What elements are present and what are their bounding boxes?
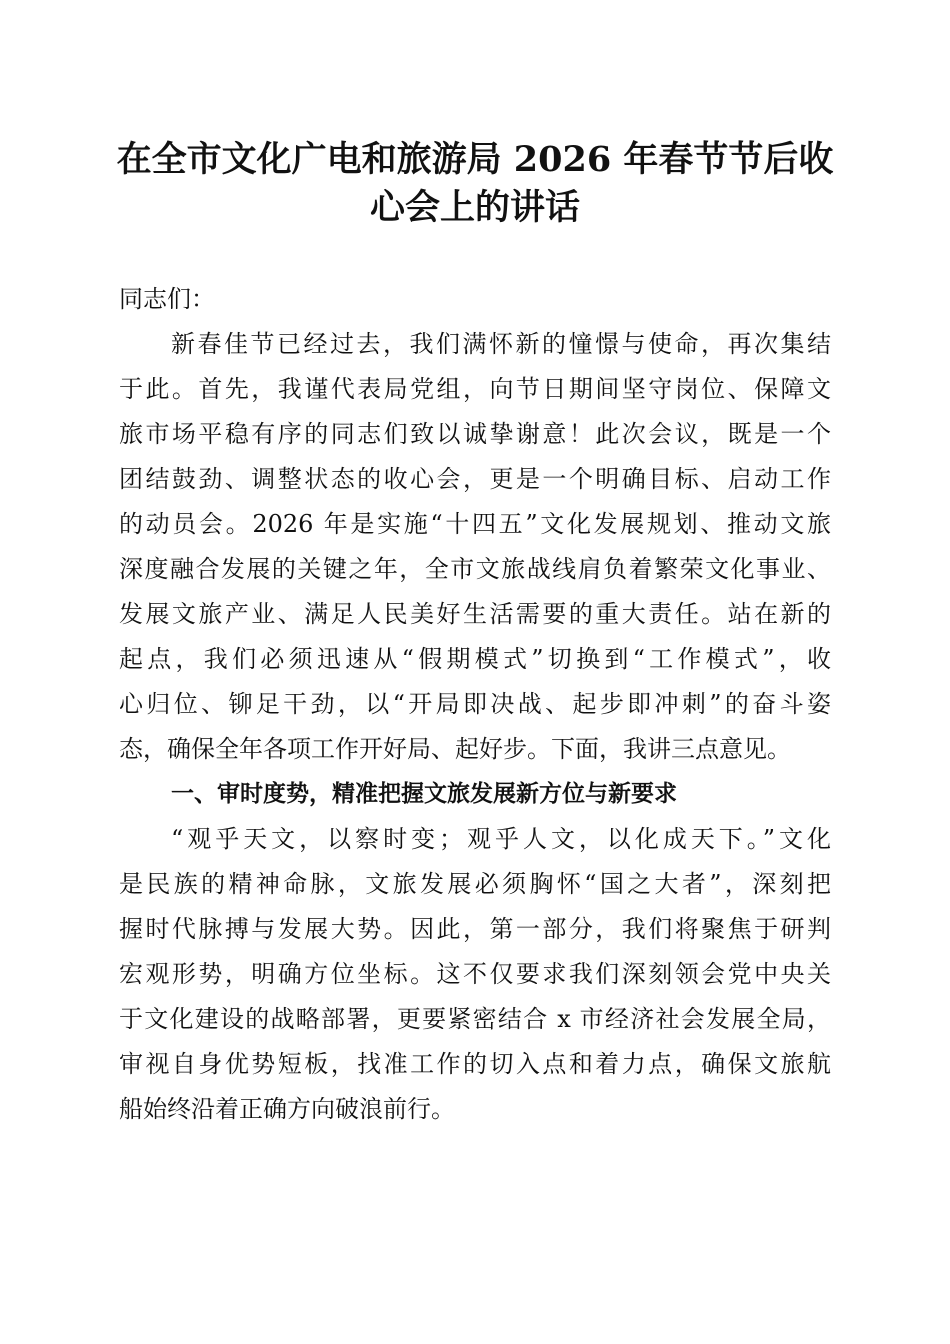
paragraph-line: 宏观形势，明确方位坐标。这不仅要求我们深刻领会党中央关 — [119, 960, 831, 988]
title-line: 在全市文化广电和旅游局 2026 年春节节后收 — [116, 139, 834, 180]
section-heading: 一、审时度势，精准把握文旅发展新方位与新要求 — [171, 781, 677, 807]
paragraph-line: 于文化建设的战略部署，更要紧密结合 x 市经济社会发展全局， — [119, 1005, 831, 1033]
paragraph-line: 的动员会。2026 年是实施“十四五”文化发展规划、推动文旅 — [119, 510, 831, 538]
paragraph-line: 船始终沿着正确方向破浪前行。 — [119, 1095, 455, 1123]
paragraph-line: 团结鼓劲、调整状态的收心会，更是一个明确目标、启动工作 — [119, 465, 831, 493]
paragraph-line: 新春佳节已经过去，我们满怀新的憧憬与使命，再次集结 — [171, 330, 831, 358]
paragraph-line: 心归位、铆足干劲，以“开局即决战、起步即冲刺”的奋斗姿 — [119, 690, 831, 718]
title-line: 心会上的讲话 — [369, 187, 580, 228]
paragraph-line: 态，确保全年各项工作开好局、起好步。下面，我讲三点意见。 — [119, 735, 791, 763]
salutation: 同志们： — [119, 285, 215, 313]
paragraph-line: 握时代脉搏与发展大势。因此，第一部分，我们将聚焦于研判 — [119, 915, 831, 943]
paragraph-line: 深度融合发展的关键之年，全市文旅战线肩负着繁荣文化事业、 — [119, 555, 831, 583]
paragraph-section1 — [119, 817, 831, 1132]
paragraph-line: “观乎天文，以察时变；观乎人文，以化成天下。”文化 — [171, 825, 831, 853]
paragraph-line: 起点，我们必须迅速从“假期模式”切换到“工作模式”，收 — [119, 645, 831, 673]
paragraph-intro — [119, 322, 831, 772]
document-title — [100, 136, 850, 232]
paragraph-line: 是民族的精神命脉，文旅发展必须胸怀“国之大者”，深刻把 — [119, 870, 831, 898]
document-body — [119, 277, 831, 1132]
paragraph-line: 于此。首先，我谨代表局党组，向节日期间坚守岗位、保障文 — [119, 375, 831, 403]
paragraph-line: 发展文旅产业、满足人民美好生活需要的重大责任。站在新的 — [119, 600, 831, 628]
paragraph-line: 审视自身优势短板，找准工作的切入点和着力点，确保文旅航 — [119, 1050, 831, 1078]
paragraph-line: 旅市场平稳有序的同志们致以诚挚谢意！此次会议，既是一个 — [119, 420, 831, 448]
